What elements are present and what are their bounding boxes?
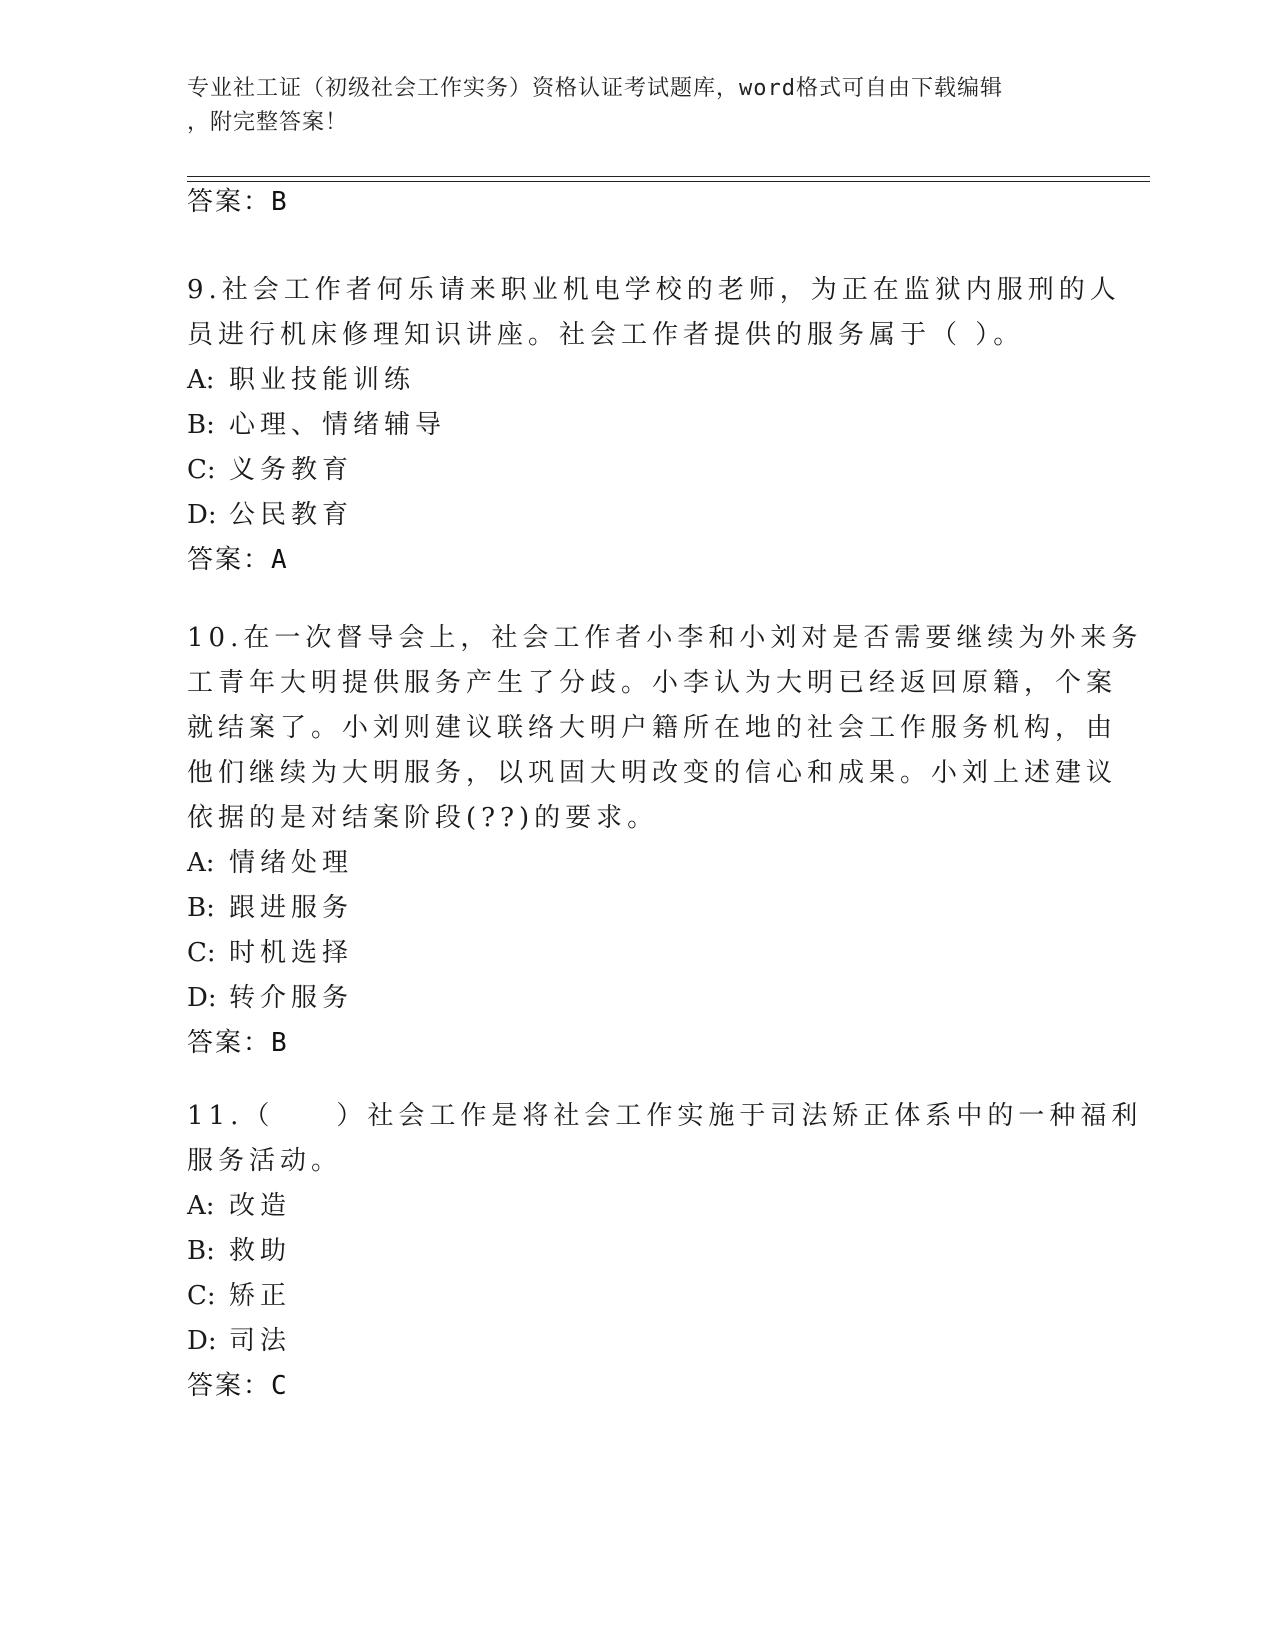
option-text: 矫正	[229, 1281, 292, 1311]
answer-line: 答案：C	[187, 1371, 289, 1401]
answer-line: 答案：A	[187, 545, 289, 575]
option	[187, 931, 1087, 976]
question-text: 10.在一次督导会上，社会工作者小李和小刘对是否需要继续为外来务	[187, 623, 1143, 653]
option-label: D:	[187, 983, 217, 1013]
option	[187, 886, 1087, 931]
answer-line: 答案：B	[187, 187, 289, 217]
option-text: 时机选择	[229, 938, 354, 968]
answer-line: 答案：B	[187, 1028, 289, 1058]
option-text: 职业技能训练	[229, 365, 416, 395]
question-text: 11.（ ）社会工作是将社会工作实施于司法矫正体系中的一种福利	[187, 1101, 1143, 1131]
option-label: A:	[187, 848, 215, 878]
option	[187, 403, 1087, 448]
question-block	[187, 268, 1121, 582]
option	[187, 448, 1087, 493]
option-text: 跟进服务	[229, 893, 354, 923]
question-block	[187, 616, 1143, 1065]
option	[187, 1274, 1087, 1319]
option-text: 改造	[229, 1191, 292, 1221]
question-text: 员进行机床修理知识讲座。社会工作者提供的服务属于（ ）。	[187, 320, 1025, 350]
header-line: 专业社工证（初级社会工作实务）资格认证考试题库，word格式可自由下载编辑	[187, 76, 1003, 101]
option	[187, 358, 1087, 403]
option-label: C:	[187, 938, 216, 968]
option-text: 情绪处理	[229, 848, 354, 878]
option	[187, 1319, 1087, 1364]
page-header	[187, 72, 1087, 140]
option-label: A:	[187, 365, 215, 395]
header-line: ，附完整答案！	[187, 110, 349, 135]
question-block	[187, 1094, 1143, 1408]
option-text: 救助	[229, 1236, 292, 1266]
option-label: B:	[187, 893, 215, 923]
option	[187, 1229, 1087, 1274]
option	[187, 493, 1087, 538]
option-label: C:	[187, 1281, 216, 1311]
question-text: 他们继续为大明服务，以巩固大明改变的信心和成果。小刘上述建议	[187, 758, 1118, 788]
option	[187, 841, 1087, 886]
option-label: D:	[187, 500, 217, 530]
option-label: A:	[187, 1191, 215, 1221]
question-text: 依据的是对结案阶段(??)的要求。	[187, 803, 659, 833]
option-label: B:	[187, 1236, 215, 1266]
question-text: 工青年大明提供服务产生了分歧。小李认为大明已经返回原籍，个案	[187, 668, 1118, 698]
option-text: 转介服务	[229, 983, 354, 1013]
header-divider	[187, 176, 1150, 177]
option-text: 司法	[229, 1326, 292, 1356]
option-label: B:	[187, 410, 215, 440]
option-text: 公民教育	[229, 500, 354, 530]
option-label: D:	[187, 1326, 217, 1356]
question-text: 服务活动。	[187, 1146, 343, 1176]
question-text: 9.社会工作者何乐请来职业机电学校的老师，为正在监狱内服刑的人	[187, 275, 1121, 305]
option-text: 义务教育	[229, 455, 354, 485]
option-label: C:	[187, 455, 216, 485]
question-text: 就结案了。小刘则建议联络大明户籍所在地的社会工作服务机构，由	[187, 713, 1118, 743]
option	[187, 1184, 1087, 1229]
option	[187, 976, 1087, 1021]
option-text: 心理、情绪辅导	[229, 410, 447, 440]
